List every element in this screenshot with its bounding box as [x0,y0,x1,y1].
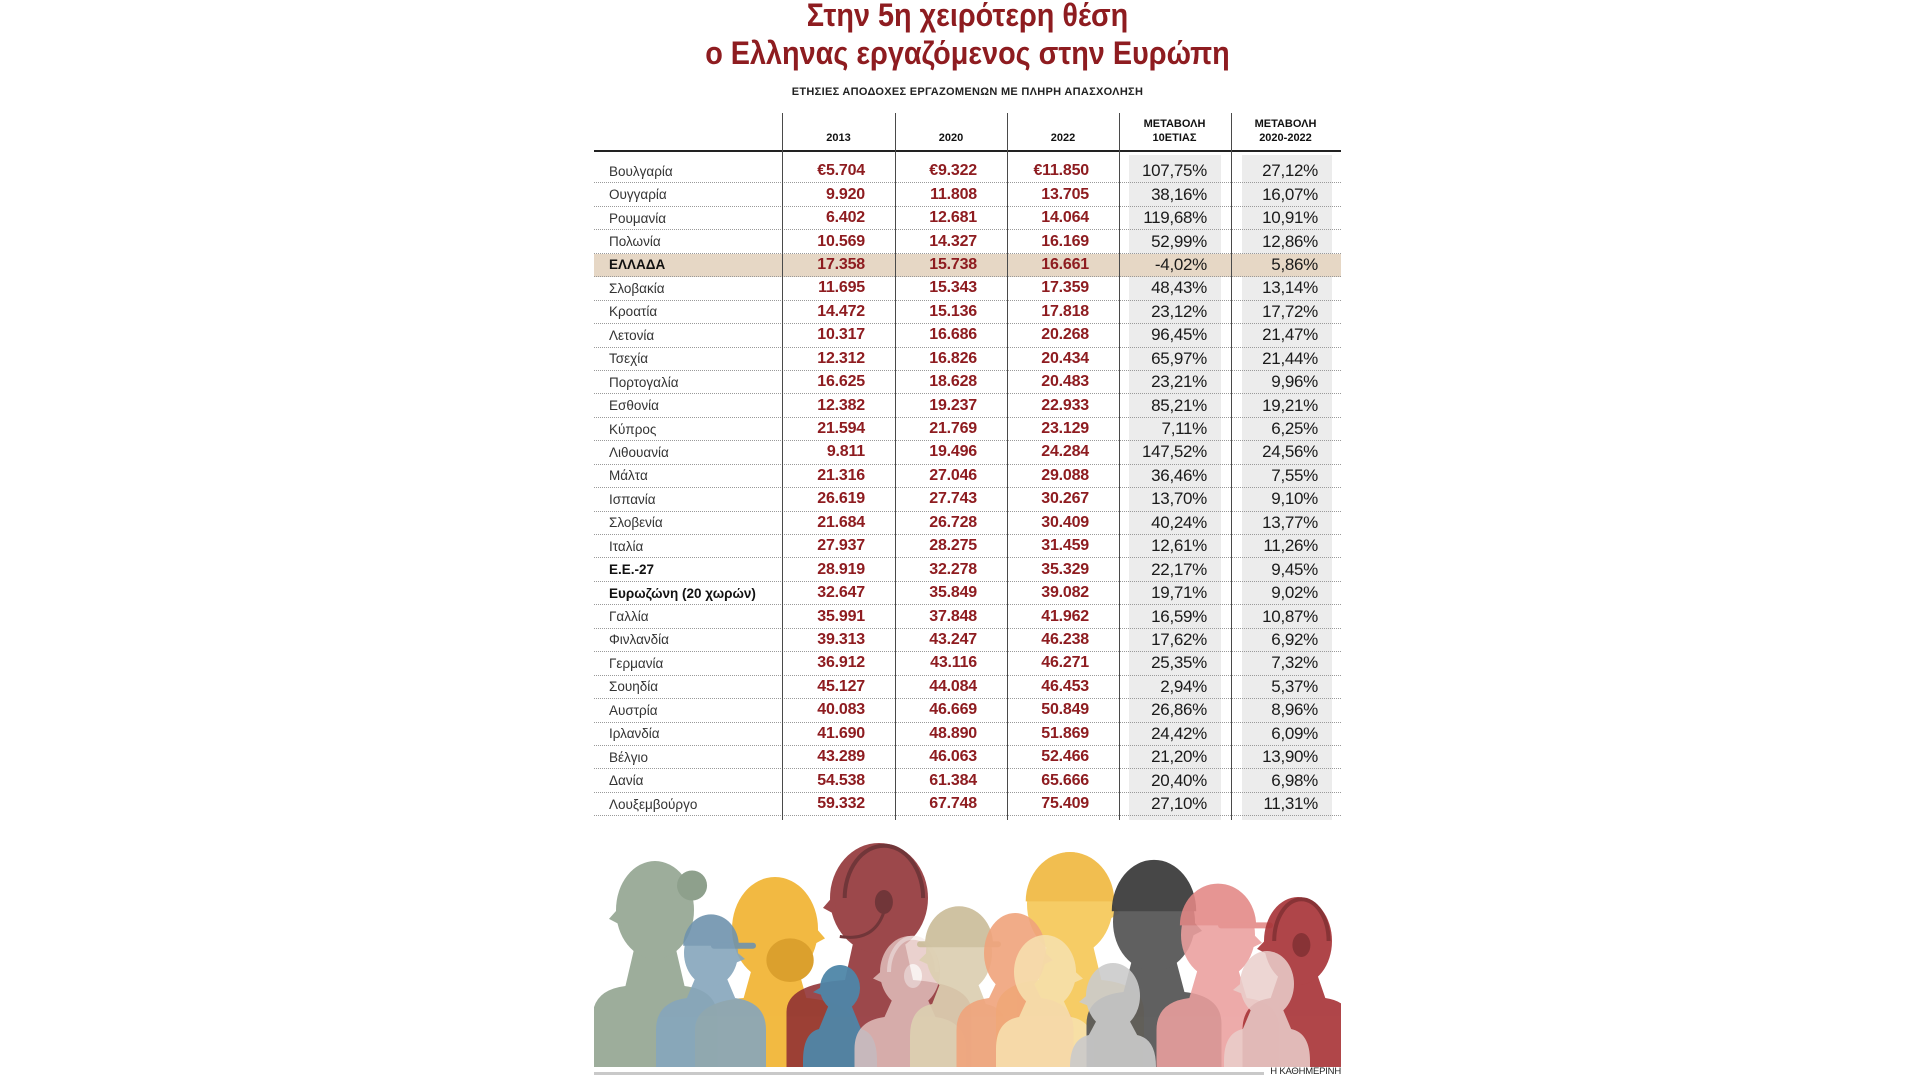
cell-2022: €11.850 [1033,162,1089,180]
table-row [594,301,1341,324]
cell-2020: €9.322 [929,162,977,180]
cell-2020: 46.063 [929,748,977,766]
cell-country: Ισπανία [609,491,656,507]
cell-change-decade: 65,97% [1151,348,1207,368]
headwear [925,906,993,944]
headwear-brim [1218,922,1273,928]
cell-change-2020-2022: 11,26% [1263,536,1318,556]
column-header-label: ΜΕΤΑΒΟΛΗ [1143,118,1206,130]
cell-2013: 41.690 [817,724,865,742]
cell-country: Κύπρος [609,421,657,437]
cell-change-decade: 119,68% [1143,208,1207,228]
cell-2013: 26.619 [817,490,865,508]
headphone-earcup [904,964,922,988]
header-rule [594,150,1341,152]
table-row [594,699,1341,722]
cell-2020: 44.084 [929,677,977,695]
column-divider [1007,113,1008,820]
cell-2013: 10.569 [817,232,865,250]
cell-2020: 18.628 [929,373,977,391]
cell-2022: 75.409 [1041,795,1089,813]
table-row [594,769,1341,792]
cell-country: Βέλγιο [609,749,649,765]
cell-change-decade: 19,71% [1151,583,1207,603]
cell-2022: 20.268 [1041,326,1089,344]
cell-change-decade: 85,21% [1151,395,1207,415]
cell-country: Δανία [609,773,644,789]
cell-change-2020-2022: 9,10% [1271,489,1318,509]
cell-2013: 21.594 [817,420,865,438]
cell-2022: 20.483 [1041,373,1089,391]
cell-change-2020-2022: 6,92% [1271,629,1318,649]
cell-change-decade: -4,02% [1154,254,1207,274]
cell-change-decade: 21,20% [1151,747,1207,767]
cell-2022: 20.434 [1041,349,1089,367]
cell-country: ΕΛΛΑΔΑ [609,257,666,273]
cell-2013: €5.704 [817,162,865,180]
cell-2020: 27.743 [929,490,977,508]
cell-country: Ευρωζώνη (20 χωρών) [609,585,756,601]
cell-change-2020-2022: 6,09% [1271,723,1318,743]
cell-change-decade: 2,94% [1160,676,1207,696]
cell-2013: 12.312 [817,349,865,367]
cell-change-decade: 27,10% [1151,794,1207,814]
column-header-label: 2013 [826,132,851,144]
cell-change-decade: 40,24% [1151,512,1207,532]
title-line-1: Στην 5η χειρότερη θέση [806,0,1129,33]
cell-2020: 16.826 [929,349,977,367]
person-head [1240,951,1294,1017]
cell-change-2020-2022: 6,98% [1271,770,1318,790]
table-row-highlighted [594,254,1341,277]
table-row [594,676,1341,699]
cell-change-2020-2022: 7,32% [1271,653,1318,673]
table-row [594,371,1341,394]
cell-change-decade: 25,35% [1151,653,1207,673]
cell-2013: 27.937 [817,537,865,555]
cell-2020: 46.669 [929,701,977,719]
cell-change-2020-2022: 6,25% [1271,419,1318,439]
cell-2020: 48.890 [929,724,977,742]
table-row [594,441,1341,464]
cell-change-2020-2022: 24,56% [1262,442,1318,462]
cell-change-2020-2022: 8,96% [1271,700,1318,720]
cell-change-2020-2022: 16,07% [1262,184,1318,204]
cell-2022: 50.849 [1041,701,1089,719]
cell-2022: 29.088 [1041,466,1089,484]
cell-2013: 17.358 [817,255,865,273]
cell-2013: 14.472 [817,302,865,320]
cell-change-2020-2022: 21,44% [1262,348,1318,368]
cell-2022: 24.284 [1041,443,1089,461]
cell-change-decade: 26,86% [1151,700,1207,720]
cell-change-decade: 23,21% [1151,372,1207,392]
cell-2013: 28.919 [817,560,865,578]
header-2013 [782,113,895,150]
cell-change-2020-2022: 9,96% [1271,372,1318,392]
hair-bun [677,871,707,901]
column-divider [895,113,896,820]
cell-2013: 11.695 [818,279,865,297]
cell-country: Ιρλανδία [609,726,660,742]
cell-2020: 37.848 [929,607,977,625]
table-row [594,230,1341,253]
cell-country: Κροατία [609,304,658,320]
footer-rule [594,1072,1264,1075]
cell-country: Λιθουανία [609,444,669,460]
cell-2013: 43.289 [817,748,865,766]
cell-2013: 59.332 [817,795,865,813]
table-subtitle: ΕΤΗΣΙΕΣ ΑΠΟΔΟΧΕΣ ΕΡΓΑΖΟΜΕΝΩΝ ΜΕ ΠΛΗΡΗ ΑΠΑΣΧΟΛΗΣΗ [791,86,1144,98]
table-header [594,113,1341,150]
cell-change-2020-2022: 17,72% [1262,301,1318,321]
cell-2013: 12.382 [817,396,865,414]
cell-change-decade: 17,62% [1151,629,1207,649]
cell-2022: 46.238 [1041,630,1089,648]
cell-country: Ρουμανία [609,210,667,226]
cell-2020: 67.748 [929,795,977,813]
cell-2020: 16.686 [929,326,977,344]
cell-2022: 31.459 [1041,537,1089,555]
headphone-earcup [1292,933,1310,957]
cell-2022: 51.869 [1041,724,1089,742]
column-header-label: 10ΕΤΙΑΣ [1152,132,1197,144]
cell-2013: 16.625 [817,373,865,391]
cell-country: Πορτογαλία [609,374,679,390]
cell-2020: 43.116 [930,654,977,672]
cell-change-2020-2022: 5,37% [1271,676,1318,696]
cell-2022: 14.064 [1041,209,1089,227]
person-head [1014,935,1076,1009]
cell-2020: 19.237 [929,396,977,414]
header-country [594,113,782,150]
table-row [594,160,1341,183]
cell-2022: 35.329 [1041,560,1089,578]
table-row [594,465,1341,488]
cell-change-decade: 13,70% [1151,489,1207,509]
column-header-label: 2022 [1050,132,1076,144]
cell-change-2020-2022: 9,02% [1271,583,1318,603]
table-row [594,512,1341,535]
cell-2020: 61.384 [929,771,977,789]
column-divider [1231,113,1232,820]
cell-2020: 35.849 [929,584,977,602]
table-row [594,394,1341,417]
cell-change-2020-2022: 13,90% [1262,747,1318,767]
table-row [594,652,1341,675]
cell-2013: 21.684 [817,513,865,531]
table-row [594,793,1341,816]
table-row [594,629,1341,652]
cell-change-2020-2022: 11,31% [1263,794,1318,814]
cell-2013: 40.083 [817,701,865,719]
table-row [594,418,1341,441]
source-credit: Η ΚΑΘΗΜΕΡΙΝΗ [1270,1066,1341,1077]
cell-change-decade: 107,75% [1141,161,1207,181]
headwear-brim [711,943,756,949]
cell-change-2020-2022: 5,86% [1271,254,1318,274]
cell-change-decade: 38,16% [1151,184,1207,204]
table-body [594,160,1341,816]
infographic-title [594,0,1341,72]
column-header-label: 2020 [938,132,964,144]
cell-change-2020-2022: 27,12% [1262,161,1318,181]
cell-change-decade: 22,17% [1151,559,1207,579]
hair [1026,852,1115,901]
cell-2022: 30.409 [1041,513,1089,531]
cell-2013: 35.991 [817,607,865,625]
cell-2020: 21.769 [929,420,977,438]
cell-2013: 39.313 [817,630,865,648]
cell-change-2020-2022: 7,55% [1271,465,1318,485]
cell-country: Πολωνία [609,234,661,250]
cell-change-decade: 24,42% [1151,723,1207,743]
cell-change-decade: 147,52% [1141,442,1207,462]
cell-2022: 17.818 [1041,302,1089,320]
person-head [820,965,860,1011]
cell-2013: 21.316 [817,466,865,484]
table-row [594,183,1341,206]
cell-change-decade: 7,11% [1161,419,1207,439]
cell-change-decade: 12,61% [1151,536,1207,556]
table-row [594,488,1341,511]
column-divider [1119,113,1120,820]
cell-country: Λουξεμβούργο [609,796,698,812]
cell-2022: 17.359 [1041,279,1089,297]
cell-2022: 13.705 [1041,185,1089,203]
cell-2020: 11.808 [930,185,977,203]
cell-2020: 32.278 [929,560,977,578]
cell-2022: 46.453 [1041,677,1089,695]
cell-country: Λετονία [609,327,655,343]
cell-2022: 23.129 [1041,420,1089,438]
cell-2013: 32.647 [817,584,865,602]
cell-change-2020-2022: 10,87% [1262,606,1318,626]
cell-country: Μάλτα [609,468,648,484]
cell-country: Σλοβενία [609,515,663,531]
cell-country: Ε.Ε.-27 [609,562,655,578]
cell-change-2020-2022: 19,21% [1262,395,1318,415]
cell-2020: 26.728 [929,513,977,531]
column-header-label: 2020-2022 [1259,132,1312,144]
cell-change-decade: 23,12% [1151,301,1207,321]
cell-country: Ιταλία [609,538,644,554]
cell-2020: 43.247 [929,630,977,648]
cell-change-decade: 52,99% [1151,231,1207,251]
header-change-2020-2022 [1230,113,1341,150]
header-2022 [1007,113,1119,150]
cell-2020: 28.275 [929,537,977,555]
table-row [594,723,1341,746]
table-row [594,582,1341,605]
column-divider [782,113,783,820]
cell-2022: 52.466 [1041,748,1089,766]
headphone-earcup [875,890,893,914]
cell-2020: 19.496 [929,443,977,461]
cell-2013: 10.317 [817,326,865,344]
cell-2013: 36.912 [817,654,865,672]
cell-2013: 45.127 [817,677,865,695]
cell-2022: 30.267 [1041,490,1089,508]
table-row [594,605,1341,628]
cell-country: Φινλανδία [609,632,669,648]
cell-change-2020-2022: 10,91% [1262,208,1318,228]
cell-change-decade: 20,40% [1151,770,1207,790]
cell-2013: 9.920 [825,185,865,203]
cell-country: Σουηδία [609,679,659,695]
cell-2022: 46.271 [1041,654,1089,672]
header-change-decade [1119,113,1230,150]
cell-change-decade: 36,46% [1151,465,1207,485]
cell-country: Γερμανία [609,655,664,671]
cell-change-2020-2022: 12,86% [1262,231,1318,251]
people-profiles-illustration [594,840,1341,1067]
cell-2020: 15.136 [929,302,977,320]
table-row [594,746,1341,769]
header-2020 [895,113,1007,150]
cell-change-decade: 48,43% [1151,278,1207,298]
cell-country: Βουλγαρία [609,163,673,179]
table-row [594,558,1341,581]
cell-2020: 15.738 [929,255,977,273]
cell-2022: 16.661 [1041,255,1089,273]
cell-2020: 27.046 [929,466,977,484]
cell-country: Ουγγαρία [609,187,667,203]
cell-2013: 54.538 [817,771,865,789]
cell-change-2020-2022: 21,47% [1262,325,1318,345]
cell-country: Σλοβακία [609,280,665,296]
table-row [594,277,1341,300]
cell-2013: 6.402 [825,209,865,227]
cell-country: Τσεχία [609,351,649,367]
cell-country: Εσθονία [609,398,659,414]
cell-change-2020-2022: 13,77% [1262,512,1318,532]
cell-country: Γαλλία [609,609,649,625]
cell-2013: 9.811 [826,443,865,461]
cell-2022: 16.169 [1041,232,1089,250]
cell-2022: 39.082 [1041,584,1089,602]
table-row [594,324,1341,347]
cell-change-decade: 96,45% [1151,325,1207,345]
cell-2022: 41.962 [1041,607,1089,625]
title-line-2: ο Ελληνας εργαζόμενος στην Ευρώπη [705,35,1230,71]
cell-2022: 65.666 [1041,771,1089,789]
cell-2020: 14.327 [929,232,977,250]
cell-change-2020-2022: 13,14% [1262,278,1318,298]
headwear [1112,860,1196,911]
person-head [1086,963,1140,1029]
cell-country: Αυστρία [609,702,658,718]
cell-2020: 12.681 [929,209,977,227]
beard [766,938,813,982]
column-header-label: ΜΕΤΑΒΟΛΗ [1254,118,1317,130]
cell-2022: 22.933 [1041,396,1089,414]
cell-change-2020-2022: 9,45% [1271,559,1318,579]
table-row [594,348,1341,371]
table-row [594,535,1341,558]
cell-change-decade: 16,59% [1151,606,1207,626]
cell-2020: 15.343 [929,279,977,297]
table-row [594,207,1341,230]
